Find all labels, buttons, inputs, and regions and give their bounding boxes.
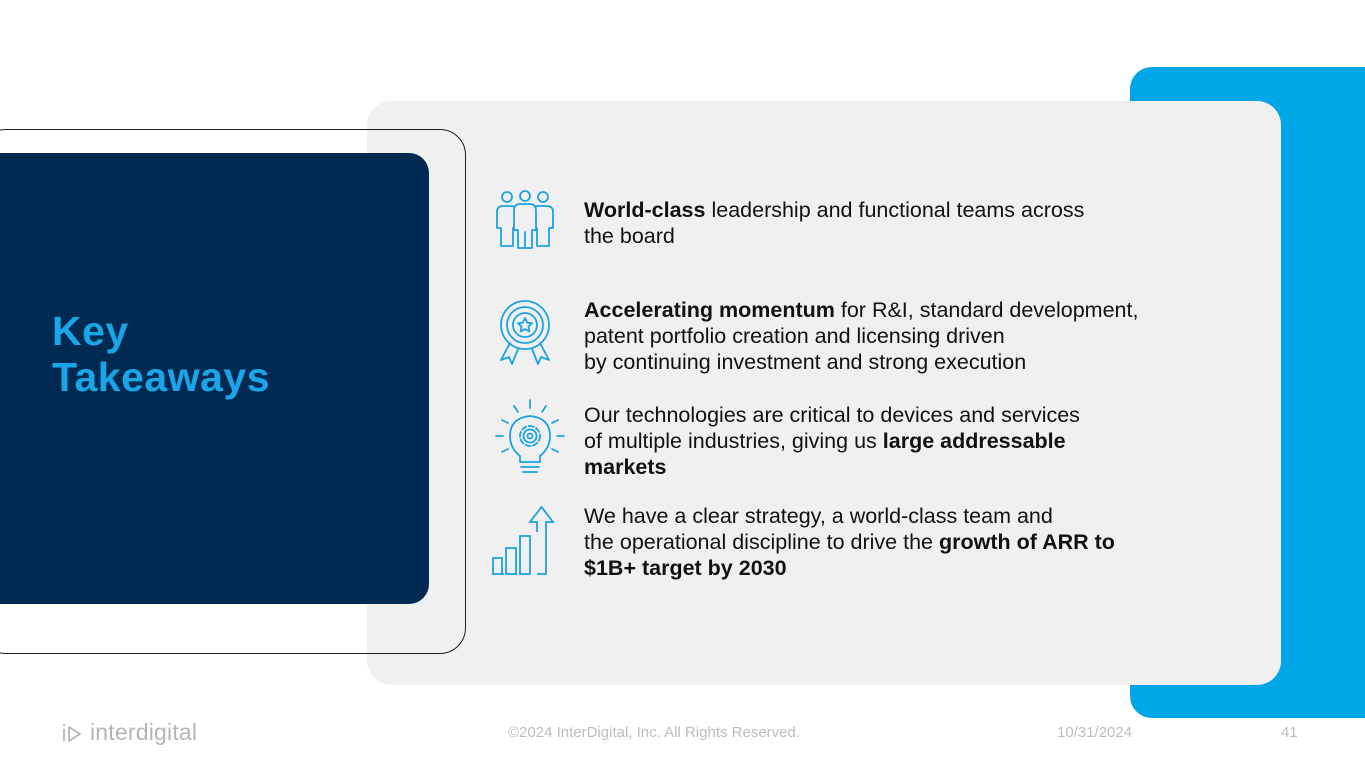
item-3-bold-2: markets	[584, 455, 667, 479]
item-4-bold-2: $1B+ target by 2030	[584, 556, 787, 580]
item-2-text-line-2: patent portfolio creation and licensing driven	[584, 324, 1005, 348]
item-1-text-line-2: the board	[584, 224, 675, 248]
item-2-bold-lead: Accelerating momentum	[584, 298, 835, 322]
team-icon	[492, 188, 558, 252]
page-number: 41	[1281, 724, 1298, 741]
footer-date: 10/31/2024	[1057, 724, 1133, 741]
item-3-bold-1: large addressable	[882, 429, 1066, 453]
award-badge-icon	[494, 296, 556, 368]
takeaway-item-1	[584, 197, 1224, 249]
item-2-text-line-1: for R&I, standard development,	[834, 298, 1139, 322]
growth-chart-icon	[490, 504, 562, 578]
interdigital-logo	[60, 717, 197, 747]
item-3-text-line-1: Our technologies are critical to devices and services	[584, 403, 1080, 427]
item-4-text-line-2: the operational discipline to drive the	[584, 530, 939, 554]
item-1-bold-lead: World-class	[584, 198, 706, 222]
item-4-text-line-1: We have a clear strategy, a world-class team and	[584, 504, 1053, 528]
item-4-bold-1: growth of ARR to	[938, 530, 1115, 554]
item-1-text-line-1: leadership and functional teams across	[705, 198, 1085, 222]
page-title	[52, 308, 270, 400]
copyright-text: ©2024 InterDigital, Inc. All Rights Reserved.	[508, 724, 801, 741]
logo-mark-icon	[60, 721, 84, 743]
item-3-text-line-2: of multiple industries, giving us	[584, 429, 883, 453]
takeaway-item-2	[584, 297, 1224, 375]
lightbulb-gear-icon	[492, 398, 568, 478]
takeaway-item-4	[584, 503, 1224, 581]
title-line-2: Takeaways	[52, 354, 271, 400]
title-line-1: Key	[52, 308, 129, 354]
item-2-text-line-3: by continuing investment and strong execution	[584, 350, 1027, 374]
logo-wordmark: interdigital	[90, 718, 198, 745]
takeaway-item-3	[584, 402, 1224, 480]
